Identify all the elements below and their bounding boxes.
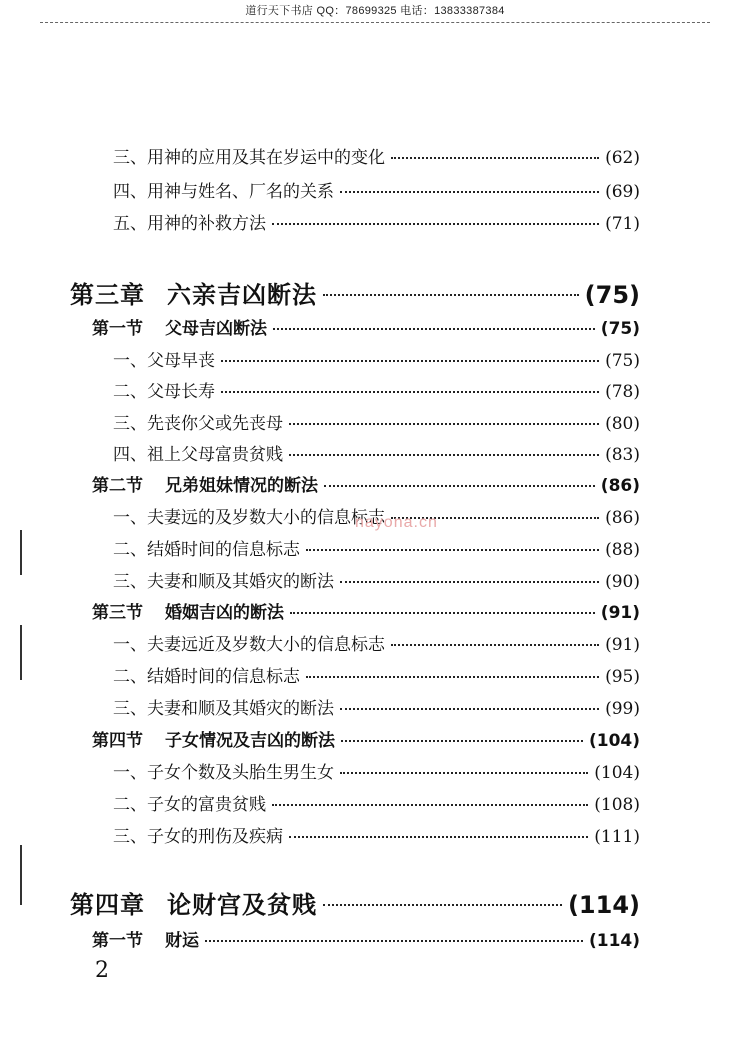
toc-page-number: (75) <box>600 319 640 339</box>
toc-page-number: (75) <box>584 281 640 309</box>
toc-page-number: (88) <box>605 540 640 560</box>
toc-label: 三、夫妻和顺及其婚灾的断法 <box>113 699 334 719</box>
toc-label: 二、父母长寿 <box>113 382 215 402</box>
watermark: nayona.cn <box>355 514 438 531</box>
toc-label <box>70 275 317 310</box>
toc-page-number: (95) <box>605 667 640 687</box>
toc-number: 第二节 <box>92 476 143 496</box>
toc-label: 二、子女的富贵贫贱 <box>113 795 266 815</box>
toc-number: 第四章 <box>70 891 145 919</box>
toc-page-number: (75) <box>605 351 640 371</box>
toc-page-number: (91) <box>605 635 640 655</box>
toc-section <box>92 598 640 623</box>
toc-page-number: (69) <box>605 182 640 202</box>
leader-dots <box>391 644 599 646</box>
toc-number: 第四节 <box>92 731 143 751</box>
page-header: 道行天下书店 QQ：78699325 电话：13833387384 <box>245 5 505 17</box>
leader-dots <box>324 485 595 487</box>
toc-item <box>113 694 640 719</box>
toc-title: 兄弟姐妹情况的断法 <box>165 476 318 496</box>
toc-title: 婚姻吉凶的断法 <box>165 603 284 623</box>
toc-item <box>113 440 640 465</box>
leader-dots <box>272 223 599 225</box>
toc-page-number: (104) <box>594 763 640 783</box>
leader-dots <box>289 836 588 838</box>
scan-mark <box>20 530 22 575</box>
toc-chapter <box>70 275 640 310</box>
toc-page-number: (62) <box>605 148 640 168</box>
toc-item <box>113 346 640 371</box>
toc-item <box>113 567 640 592</box>
toc-label: 一、夫妻远的及岁数大小的信息标志 <box>113 508 385 528</box>
leader-dots <box>273 328 595 330</box>
leader-dots <box>290 612 595 614</box>
toc-number: 第三章 <box>70 281 145 309</box>
leader-dots <box>306 676 599 678</box>
toc-page-number: (86) <box>600 476 640 496</box>
leader-dots <box>221 391 599 393</box>
toc-item <box>113 822 640 847</box>
toc-label: 三、子女的刑伤及疾病 <box>113 827 283 847</box>
toc-page-number: (83) <box>605 445 640 465</box>
toc-page-number: (78) <box>605 382 640 402</box>
toc-label: 一、子女个数及头胎生男生女 <box>113 763 334 783</box>
leader-dots <box>341 740 583 742</box>
toc-label: 四、祖上父母富贵贫贱 <box>113 445 283 465</box>
toc-label: 三、先丧你父或先丧母 <box>113 414 283 434</box>
toc-item <box>113 143 640 168</box>
toc-page-number: (114) <box>588 931 640 951</box>
toc-number: 第一节 <box>92 931 143 951</box>
toc-label: 一、夫妻远近及岁数大小的信息标志 <box>113 635 385 655</box>
toc-page-number: (90) <box>605 572 640 592</box>
toc-number: 第一节 <box>92 319 143 339</box>
toc-number: 第三节 <box>92 603 143 623</box>
toc-title: 财运 <box>165 931 199 951</box>
toc-section <box>92 314 640 339</box>
toc-item <box>113 409 640 434</box>
toc-label: 五、用神的补救方法 <box>113 214 266 234</box>
toc-section <box>92 726 640 751</box>
toc-item <box>113 177 640 202</box>
toc-label <box>92 726 335 751</box>
leader-dots <box>289 423 599 425</box>
toc-page-number: (111) <box>594 827 640 847</box>
toc-chapter <box>70 885 640 920</box>
toc-item <box>113 377 640 402</box>
leader-dots <box>323 294 579 296</box>
leader-dots <box>340 708 599 710</box>
toc-title: 子女情况及吉凶的断法 <box>165 731 335 751</box>
toc-label <box>92 598 284 623</box>
toc-label <box>92 314 267 339</box>
leader-dots <box>340 581 599 583</box>
toc-page-number: (91) <box>600 603 640 623</box>
toc-label: 二、结婚时间的信息标志 <box>113 667 300 687</box>
leader-dots <box>306 549 599 551</box>
toc-label: 四、用神与姓名、厂名的关系 <box>113 182 334 202</box>
leader-dots <box>323 904 562 906</box>
toc-page-number: (99) <box>605 699 640 719</box>
leader-dots <box>205 940 583 942</box>
toc-page-number: (80) <box>605 414 640 434</box>
toc-section <box>92 926 640 951</box>
toc-item <box>113 758 640 783</box>
toc-item <box>113 662 640 687</box>
toc-page-number: (114) <box>567 891 640 919</box>
toc-item <box>113 209 640 234</box>
toc-item <box>113 790 640 815</box>
toc-item <box>113 535 640 560</box>
toc-label <box>92 471 318 496</box>
leader-dots <box>391 157 599 159</box>
page-number: 2 <box>95 958 109 983</box>
toc-label: 二、结婚时间的信息标志 <box>113 540 300 560</box>
scan-mark <box>20 625 22 680</box>
toc-label: 三、用神的应用及其在岁运中的变化 <box>113 148 385 168</box>
toc-title: 父母吉凶断法 <box>165 319 267 339</box>
toc-title: 六亲吉凶断法 <box>167 281 317 309</box>
leader-dots <box>289 454 599 456</box>
leader-dots <box>340 191 599 193</box>
toc-section <box>92 471 640 496</box>
toc-item <box>113 630 640 655</box>
scan-mark <box>20 845 22 905</box>
toc-page-number: (86) <box>605 508 640 528</box>
toc-page-number: (71) <box>605 214 640 234</box>
leader-dots <box>340 772 588 774</box>
leader-dots <box>221 360 599 362</box>
toc-label <box>70 885 317 920</box>
toc-page-number: (104) <box>588 731 640 751</box>
toc-page-number: (108) <box>594 795 640 815</box>
leader-dots <box>272 804 588 806</box>
toc-label <box>92 926 199 951</box>
toc-label: 一、父母早丧 <box>113 351 215 371</box>
toc-title: 论财宫及贫贱 <box>167 891 317 919</box>
toc-label: 三、夫妻和顺及其婚灾的断法 <box>113 572 334 592</box>
